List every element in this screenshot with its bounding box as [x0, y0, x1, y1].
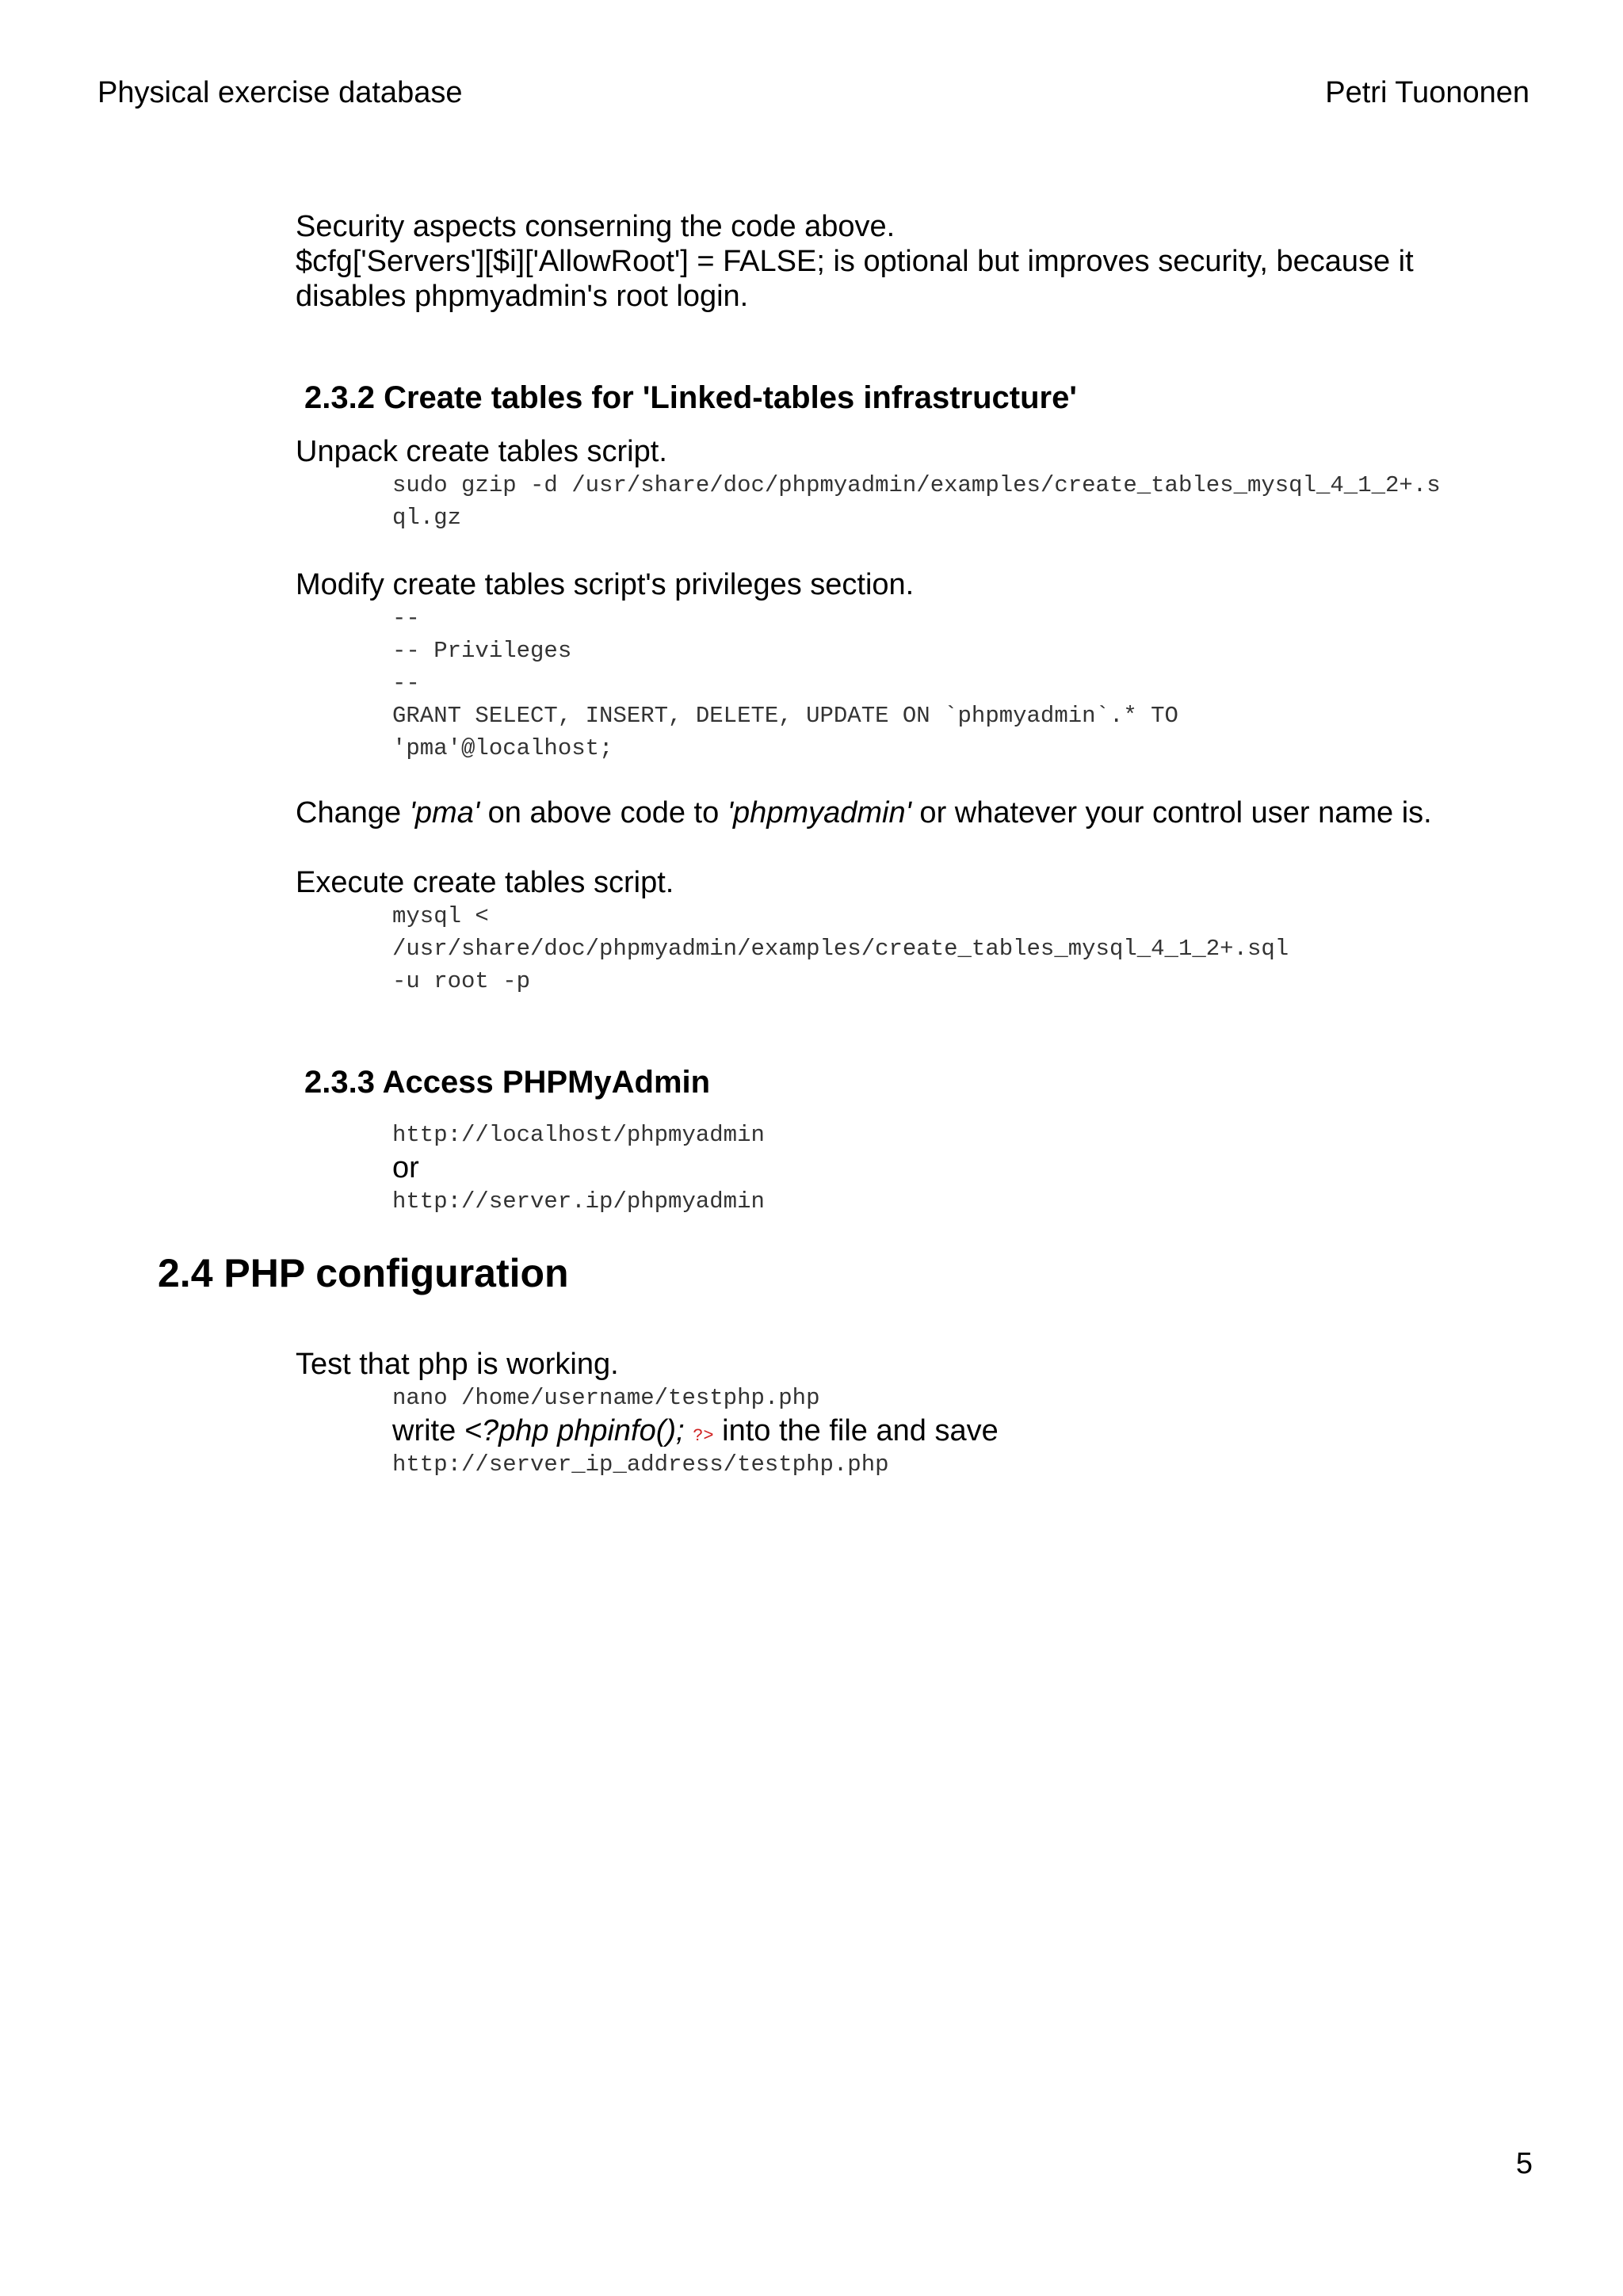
unpack-text: Unpack create tables script. [296, 435, 667, 468]
php-close-tag: ?> [693, 1426, 714, 1446]
change-prefix: Change [296, 796, 410, 830]
test-php-text: Test that php is working. [296, 1348, 619, 1381]
code-line: 'pma'@localhost; [392, 735, 613, 761]
security-line-1: Security aspects conserning the code above. [296, 210, 896, 243]
change-paragraph [296, 795, 1432, 830]
code-line: ql.gz [392, 505, 462, 531]
code-line: -- [392, 605, 420, 631]
security-line-3: disables phpmyadmin's root login. [296, 280, 749, 313]
code-line: sudo gzip -d /usr/share/doc/phpmyadmin/examples/create_tables_mysql_4_1_2+.s [392, 472, 1441, 498]
unpack-code-block [392, 469, 1441, 534]
write-php-code: <?php phpinfo(); [464, 1414, 685, 1447]
code-line: -- Privileges [392, 638, 572, 664]
code-line: -- [392, 670, 420, 696]
code-line: GRANT SELECT, INSERT, DELETE, UPDATE ON `phpmyadmin`.* TO [392, 703, 1178, 729]
write-suffix: into the file and save [713, 1414, 999, 1447]
security-paragraph [296, 209, 1414, 314]
header-title: Physical exercise database [97, 76, 463, 109]
url-server-ip: http://server.ip/phpmyadmin [392, 1188, 765, 1215]
privileges-code-block [392, 602, 1178, 765]
change-phpmyadmin: 'phpmyadmin' [727, 796, 911, 830]
security-line-2: $cfg['Servers'][$i]['AllowRoot'] = FALSE; is optional but improves security, because it [296, 245, 1414, 278]
page-number: 5 [1515, 2147, 1533, 2180]
modify-text: Modify create tables script's privileges section. [296, 568, 915, 601]
or-text: or [392, 1151, 419, 1184]
heading-2-4: 2.4 PHP configuration [158, 1251, 569, 1295]
url-localhost: http://localhost/phpmyadmin [392, 1122, 765, 1148]
heading-2-3-2: 2.3.2 Create tables for 'Linked-tables infrastructure' [304, 380, 1077, 415]
execute-text: Execute create tables script. [296, 866, 674, 899]
nano-code: nano /home/username/testphp.php [392, 1385, 820, 1411]
testphp-url: http://server_ip_address/testphp.php [392, 1451, 889, 1478]
header-author: Petri Tuononen [1325, 76, 1529, 109]
change-suffix: or whatever your control user name is. [911, 796, 1432, 830]
execute-code-block [392, 900, 1289, 997]
change-mid: on above code to [479, 796, 727, 830]
write-prefix: write [392, 1414, 464, 1447]
code-line: mysql < [392, 903, 489, 929]
code-line: /usr/share/doc/phpmyadmin/examples/create_tables_mysql_4_1_2+.sql [392, 936, 1289, 962]
code-line: -u root -p [392, 968, 531, 994]
change-pma: 'pma' [409, 796, 480, 830]
heading-2-3-3: 2.3.3 Access PHPMyAdmin [304, 1065, 711, 1100]
